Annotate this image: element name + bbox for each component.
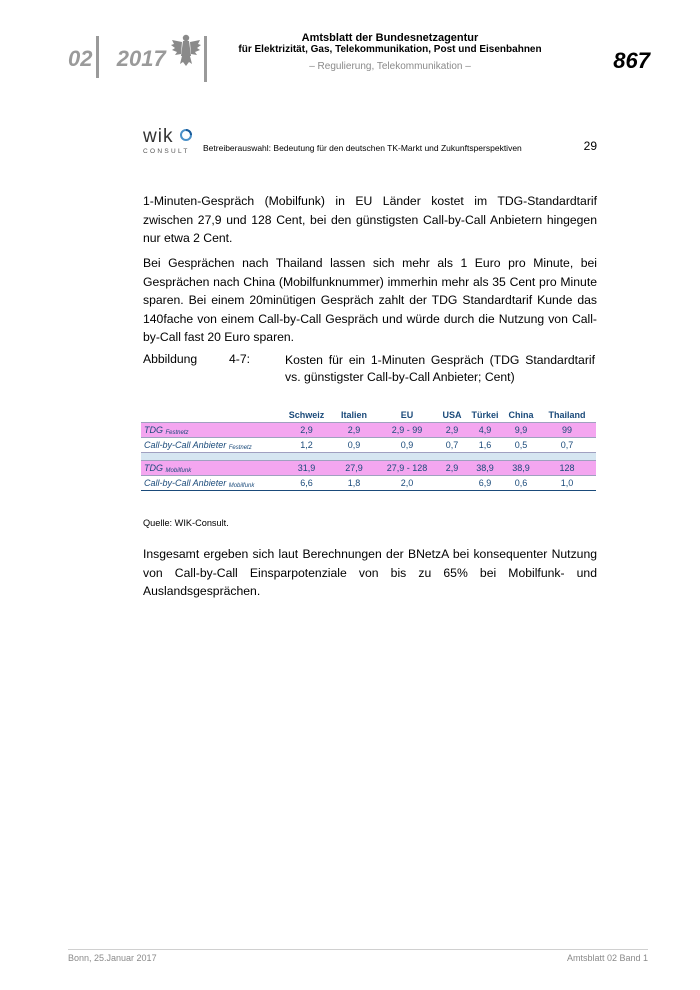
table-cell: 0,5	[504, 438, 538, 453]
table-cell: 0,9	[332, 438, 376, 453]
wik-logo-text: wik	[143, 126, 174, 147]
figure-number: 4-7:	[229, 352, 251, 366]
paragraph-3: Insgesamt ergeben sich laut Berechnungen der BNetzA bei konsequenter Nutzung von Call-by-Call Einsparpotenziale von bis zu 65% bei Mobilfunk- und Auslandsgesprächen.	[143, 547, 597, 598]
table-cell: 27,9	[332, 461, 376, 476]
table-row	[141, 476, 596, 491]
table-cell: 38,9	[466, 461, 504, 476]
table-cell	[438, 476, 466, 491]
federal-eagle-icon	[170, 32, 202, 68]
col-header: Schweiz	[288, 410, 325, 420]
row-label: TDG $_{Festnetz}$	[141, 423, 281, 438]
paragraph-1: 1-Minuten-Gespräch (Mobilfunk) in EU Länder kostet im TDG-Standardtarif zwischen 27,9 und 128 Cent, bei den günstigsten Call-by-Call Anbietern hingegen nur etwa 2 Cent.	[143, 194, 597, 245]
table-cell: 2,9	[438, 423, 466, 438]
table-row	[141, 461, 596, 476]
table-cell: 1,2	[281, 438, 332, 453]
table-cell: 128	[538, 461, 596, 476]
table-header-row	[141, 408, 596, 423]
table-cell: 1,8	[332, 476, 376, 491]
table-cell: 9,9	[504, 423, 538, 438]
figure-source: Quelle: WIK-Consult.	[143, 518, 229, 528]
header-divider-2	[204, 36, 207, 82]
issue-label	[68, 46, 166, 72]
table-cell: 2,9 - 99	[376, 423, 438, 438]
table-cell: 2,9	[438, 461, 466, 476]
row-label: Call-by-Call Anbieter $_{Festnetz}$	[141, 438, 281, 453]
table-cell: 1,0	[538, 476, 596, 491]
table-row	[141, 423, 596, 438]
table-cell: 6,6	[281, 476, 332, 491]
wik-consult-label: CONSULT	[143, 148, 190, 155]
header-divider	[96, 36, 99, 78]
table-cell: 2,9	[281, 423, 332, 438]
table-cell: 0,7	[438, 438, 466, 453]
cost-table	[141, 408, 596, 491]
table-cell: 6,9	[466, 476, 504, 491]
wik-logo	[143, 126, 199, 156]
col-header: Thailand	[548, 410, 586, 420]
table-separator-row	[141, 453, 596, 461]
issue-number: 02	[68, 46, 93, 71]
wik-swirl-icon	[180, 129, 192, 141]
table-cell: 38,9	[504, 461, 538, 476]
publication-subtitle: für Elektrizität, Gas, Telekommunikation, Post und Eisenbahnen	[238, 44, 542, 55]
footer-divider	[68, 949, 648, 950]
table-cell: 0,6	[504, 476, 538, 491]
col-header: China	[508, 410, 534, 420]
table-cell: 2,0	[376, 476, 438, 491]
col-header: Italien	[340, 410, 367, 420]
col-header: EU	[400, 410, 414, 420]
table-cell: 1,6	[466, 438, 504, 453]
paragraph-2: Bei Gesprächen nach Thailand lassen sich mehr als 1 Euro pro Minute, bei Gesprächen nach China (Mobilfunknummer) immerhin mehr als 35 Cent pro Minute sparen. Bei einem 20minütigen Gespräch zahlt der TDG Standardtarif Kunde das 140fache von einem Call-by-Call Gespräch und würde durch die Nutzung von Call-by-Call fast 20 Euro sparen.	[143, 256, 597, 344]
row-label: TDG $_{Mobilfunk}$	[141, 461, 281, 476]
footer-date: Bonn, 25.Januar 2017	[68, 953, 157, 963]
row-label: Call-by-Call Anbieter $_{Mobilfunk}$	[141, 476, 281, 491]
col-header: Türkei	[471, 410, 499, 420]
issue-year: 2017	[116, 46, 166, 71]
table-cell: 99	[538, 423, 596, 438]
table-cell: 2,9	[332, 423, 376, 438]
publication-title: Amtsblatt der Bundesnetzagentur	[301, 32, 479, 44]
table-cell: 31,9	[281, 461, 332, 476]
inner-page-number: 29	[583, 139, 597, 153]
inner-document-title: Betreiberauswahl: Bedeutung für den deutschen TK-Markt und Zukunftsperspektiven	[203, 143, 522, 153]
table-row	[141, 438, 596, 453]
section-label: – Regulierung, Telekommunikation –	[309, 61, 471, 72]
table-cell: 0,7	[538, 438, 596, 453]
col-header: USA	[442, 410, 462, 420]
table-cell: 4,9	[466, 423, 504, 438]
footer-volume: Amtsblatt 02 Band 1	[566, 953, 648, 963]
page-number: 867	[613, 48, 650, 73]
figure-label: Abbildung	[143, 352, 198, 366]
figure-caption: Kosten für ein 1-Minuten Gespräch (TDG Standardtarif vs. günstigster Call-by-Call Anbieter; Cent)	[285, 353, 595, 384]
table-cell: 0,9	[376, 438, 438, 453]
table-cell: 27,9 - 128	[376, 461, 438, 476]
